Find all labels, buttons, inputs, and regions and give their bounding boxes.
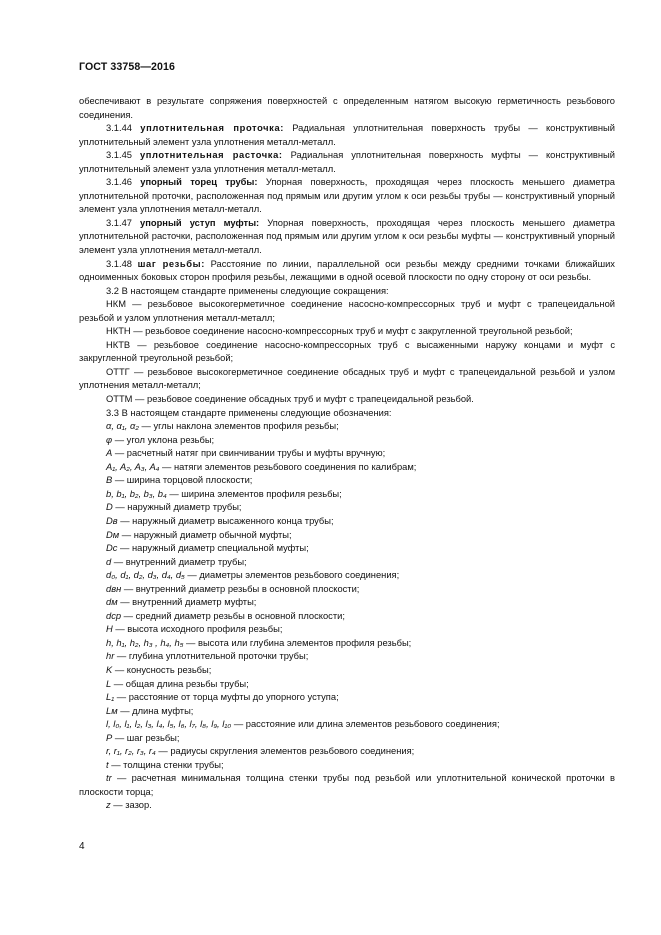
- term-title: шаг резьбы:: [137, 258, 205, 269]
- term-definition: Упорная поверхность, проходящая через плоскость меньшего диаметра уплотнительной расточки, расположенная под прямым или другим углом к оси резьбы муфты — конструктивный упорный элемент узла уплотнения металл-металл.: [79, 217, 615, 256]
- symbol-description: ширина торцовой плоскости;: [126, 475, 253, 486]
- symbol-item: P — шаг резьбы;: [106, 732, 180, 743]
- symbols-list: [79, 420, 615, 813]
- symbol-description: наружный диаметр трубы;: [127, 502, 242, 513]
- symbol-item: L₁ — расстояние от торца муфты до упорного уступа;: [106, 692, 339, 703]
- term-item: [79, 176, 615, 217]
- symbol-notation: φ: [106, 434, 113, 445]
- symbol-notation: H: [106, 624, 113, 635]
- abbreviations-list: [79, 298, 615, 406]
- symbol-notation: d₀, d₁, d₂, d₃, d₄, d₅: [106, 570, 185, 581]
- symbol-notation: tr: [106, 773, 112, 784]
- symbol-notation: D: [106, 502, 113, 513]
- symbol-item: t — толщина стенки трубы;: [106, 759, 224, 770]
- document-header: ГОСТ 33758—2016: [79, 61, 176, 73]
- symbol-description: внутренний диаметр резьбы в основной плоскости;: [135, 583, 360, 594]
- symbol-description: толщина стенки трубы;: [123, 759, 224, 770]
- symbol-description: диаметры элементов резьбового соединения;: [199, 570, 400, 581]
- term-definition: Радиальная уплотнительная поверхность трубы — конструктивный уплотнительный элемент узла уплотнения металл-металл.: [79, 123, 615, 147]
- symbol-description: длина муфты;: [132, 705, 194, 716]
- symbol-notation: hr: [106, 651, 115, 662]
- symbol-description: шаг резьбы;: [126, 732, 180, 743]
- symbol-notation: Dв: [106, 515, 118, 526]
- page-number: 4: [79, 841, 85, 852]
- term-number: 3.1.44: [106, 123, 132, 134]
- symbol-description: ширина элементов профиля резьбы;: [181, 488, 342, 499]
- abbreviation-item: НКТВ — резьбовое соединение насосно-компрессорных труб с высаженными наружу концами и муфт с закругленной треугольной резьбой;: [79, 339, 615, 364]
- symbol-item: z — зазор.: [106, 800, 152, 811]
- symbol-item: tr — расчетная минимальная толщина стенки трубы под резьбой или уплотнительной конической проточки в плоскости торца;: [79, 773, 616, 797]
- symbol-item: b, b₁, b₂, b₃, b₄ — ширина элементов профиля резьбы;: [106, 488, 342, 499]
- symbol-item: L — общая длина резьбы трубы;: [106, 678, 249, 689]
- term-number: 3.1.48: [106, 258, 132, 269]
- term-number: 3.1.47: [106, 217, 132, 228]
- symbol-item: d₀, d₁, d₂, d₃, d₄, d₅ — диаметры элементов резьбового соединения;: [106, 570, 400, 581]
- symbol-item: α, α₁, α₂ — углы наклона элементов профиля резьбы;: [106, 421, 339, 432]
- symbol-description: расчетная минимальная толщина стенки трубы под резьбой или уплотнительной конической проточки в плоскости торца;: [79, 773, 616, 797]
- symbol-description: средний диаметр резьбы в основной плоскости;: [135, 610, 345, 621]
- symbol-description: расчетный натяг при свинчивании трубы и муфты вручную;: [126, 448, 386, 459]
- symbol-description: наружный диаметр высаженного конца трубы;: [132, 515, 334, 526]
- symbol-item: hr — глубина уплотнительной проточки трубы;: [106, 651, 309, 662]
- abbreviation-item: ОТТГ — резьбовое высокогерметичное соединение обсадных труб и муфт с трапецеидальной резьбой и узлом уплотнения металл-металл;: [79, 366, 615, 391]
- symbol-description: расстояние от торца муфты до упорного уступа;: [128, 692, 339, 703]
- symbol-description: общая длина резьбы трубы;: [125, 678, 249, 689]
- term-item: [79, 122, 615, 149]
- symbol-notation: dвн: [106, 583, 122, 594]
- symbol-item: dср — средний диаметр резьбы в основной плоскости;: [106, 610, 345, 621]
- symbol-notation: dм: [106, 597, 118, 608]
- symbol-notation: K: [106, 664, 113, 675]
- symbol-item: B — ширина торцовой плоскости;: [106, 475, 253, 486]
- terms-list: [79, 122, 615, 285]
- symbol-item: d — внутренний диаметр трубы;: [106, 556, 247, 567]
- symbol-notation: L₁: [106, 692, 115, 703]
- term-item: [79, 149, 615, 176]
- intro-paragraph: обеспечивают в результате сопряжения поверхностей с определенным натягом высокую герметичность резьбового соединения.: [79, 96, 615, 120]
- symbol-description: наружный диаметр специальной муфты;: [131, 543, 309, 554]
- document-body: [79, 95, 615, 813]
- symbol-item: r, r₁, r₂, r₃, r₄ — радиусы скругления элементов резьбового соединения;: [106, 746, 415, 757]
- symbol-notation: A: [106, 448, 113, 459]
- symbol-item: A₁, A₂, A₃, A₄ — натяги элементов резьбового соединения по калибрам;: [106, 461, 417, 472]
- symbol-description: внутренний диаметр муфты;: [132, 597, 257, 608]
- abbreviation-item: НКТН — резьбовое соединение насосно-компрессорных труб и муфт с закругленной треугольной резьбой;: [106, 326, 573, 337]
- symbol-description: расстояние или длина элементов резьбового соединения;: [245, 719, 500, 730]
- term-title: упорный торец трубы:: [140, 177, 258, 188]
- symbol-item: Dв — наружный диаметр высаженного конца трубы;: [106, 515, 334, 526]
- symbol-notation: h, h₁, h₂, h₃ , h₄, h₅: [106, 637, 184, 648]
- symbol-item: D — наружный диаметр трубы;: [106, 502, 242, 513]
- symbol-description: углы наклона элементов профиля резьбы;: [153, 421, 339, 432]
- term-title: уплотнительная проточка:: [140, 123, 284, 134]
- term-number: 3.1.45: [106, 150, 132, 161]
- symbol-description: зазор.: [125, 800, 152, 811]
- symbol-item: H — высота исходного профиля резьбы;: [106, 624, 283, 635]
- symbol-description: высота исходного профиля резьбы;: [127, 624, 283, 635]
- symbol-item: dм — внутренний диаметр муфты;: [106, 597, 257, 608]
- symbol-notation: d: [106, 556, 112, 567]
- symbol-item: Dм — наружный диаметр обычной муфты;: [106, 529, 292, 540]
- term-number: 3.1.46: [106, 177, 132, 188]
- symbol-description: конусность резьбы;: [126, 664, 212, 675]
- abbreviation-item: ОТТМ — резьбовое соединение обсадных труб и муфт с трапецеидальной резьбой.: [106, 394, 474, 405]
- symbol-item: A — расчетный натяг при свинчивании трубы и муфты вручную;: [106, 448, 386, 459]
- symbol-item: K — конусность резьбы;: [106, 664, 212, 675]
- term-item: [79, 217, 615, 258]
- symbol-notation: B: [106, 475, 113, 486]
- term-definition: Расстояние по линии, параллельной оси резьбы между средними точками ближайших одноименных боковых сторон профиля резьбы, лежащими в одной осевой плоскости по одну сторону от оси резьбы.: [79, 258, 615, 283]
- symbol-notation: z: [106, 800, 111, 811]
- symbol-notation: Lм: [106, 705, 118, 716]
- symbol-description: наружный диаметр обычной муфты;: [133, 529, 292, 540]
- term-title: уплотнительная расточка:: [139, 150, 283, 161]
- symbol-notation: b, b₁, b₂, b₃, b₄: [106, 488, 167, 499]
- symbol-item: Dс — наружный диаметр специальной муфты;: [106, 543, 309, 554]
- symbol-notation: Dс: [106, 543, 118, 554]
- symbol-notation: t: [106, 759, 109, 770]
- symbol-notation: P: [106, 732, 113, 743]
- symbol-item: Lм — длина муфты;: [106, 705, 194, 716]
- symbol-description: внутренний диаметр трубы;: [125, 556, 247, 567]
- term-item: [79, 258, 615, 285]
- symbol-notation: r, r₁, r₂, r₃, r₄: [106, 746, 156, 757]
- term-title: упорный уступ муфты:: [140, 217, 260, 228]
- symbol-description: глубина уплотнительной проточки трубы;: [128, 651, 309, 662]
- symbol-notation: Dм: [106, 529, 120, 540]
- symbol-description: высота или глубина элементов профиля резьбы;: [198, 637, 412, 648]
- symbol-description: радиусы скругления элементов резьбового соединения;: [170, 746, 415, 757]
- symbol-item: φ — угол уклона резьбы;: [106, 434, 215, 445]
- term-definition: Радиальная уплотнительная поверхность муфты — конструктивный уплотнительный элемент узла уплотнения металл-металл.: [79, 150, 615, 174]
- symbols-heading: 3.3 В настоящем стандарте применены следующие обозначения:: [106, 407, 392, 418]
- symbol-description: угол уклона резьбы;: [126, 434, 215, 445]
- symbol-item: l, l₀, l₁, l₂, l₃, l₄, l₅, l₆, l₇, l₈, l₉, l₁₀ — расстояние или длина элементов резьбового соединения;: [106, 719, 500, 730]
- symbol-notation: dср: [106, 610, 122, 621]
- symbol-item: h, h₁, h₂, h₃ , h₄, h₅ — высота или глубина элементов профиля резьбы;: [106, 637, 412, 648]
- symbol-item: dвн — внутренний диаметр резьбы в основной плоскости;: [106, 583, 360, 594]
- symbol-notation: α, α₁, α₂: [106, 421, 139, 432]
- symbol-notation: L: [106, 678, 112, 689]
- abbreviations-heading: 3.2 В настоящем стандарте применены следующие сокращения:: [106, 285, 389, 296]
- symbol-notation: l, l₀, l₁, l₂, l₃, l₄, l₅, l₆, l₇, l₈, l₉, l₁₀: [106, 719, 232, 730]
- abbreviation-item: НКМ — резьбовое высокогерметичное соединение насосно-компрессорных труб и муфт с трапецеидальной резьбой и узлом уплотнения металл-металл;: [79, 299, 615, 323]
- term-definition: Упорная поверхность, проходящая через плоскость меньшего диаметра уплотнительной проточки, расположенная под прямым или другим углом к оси резьбы трубы — конструктивный упорный элемент узла уплотнения металл-металл.: [79, 177, 615, 215]
- symbol-description: натяги элементов резьбового соединения по калибрам;: [173, 461, 417, 472]
- symbol-notation: A₁, A₂, A₃, A₄: [106, 461, 160, 472]
